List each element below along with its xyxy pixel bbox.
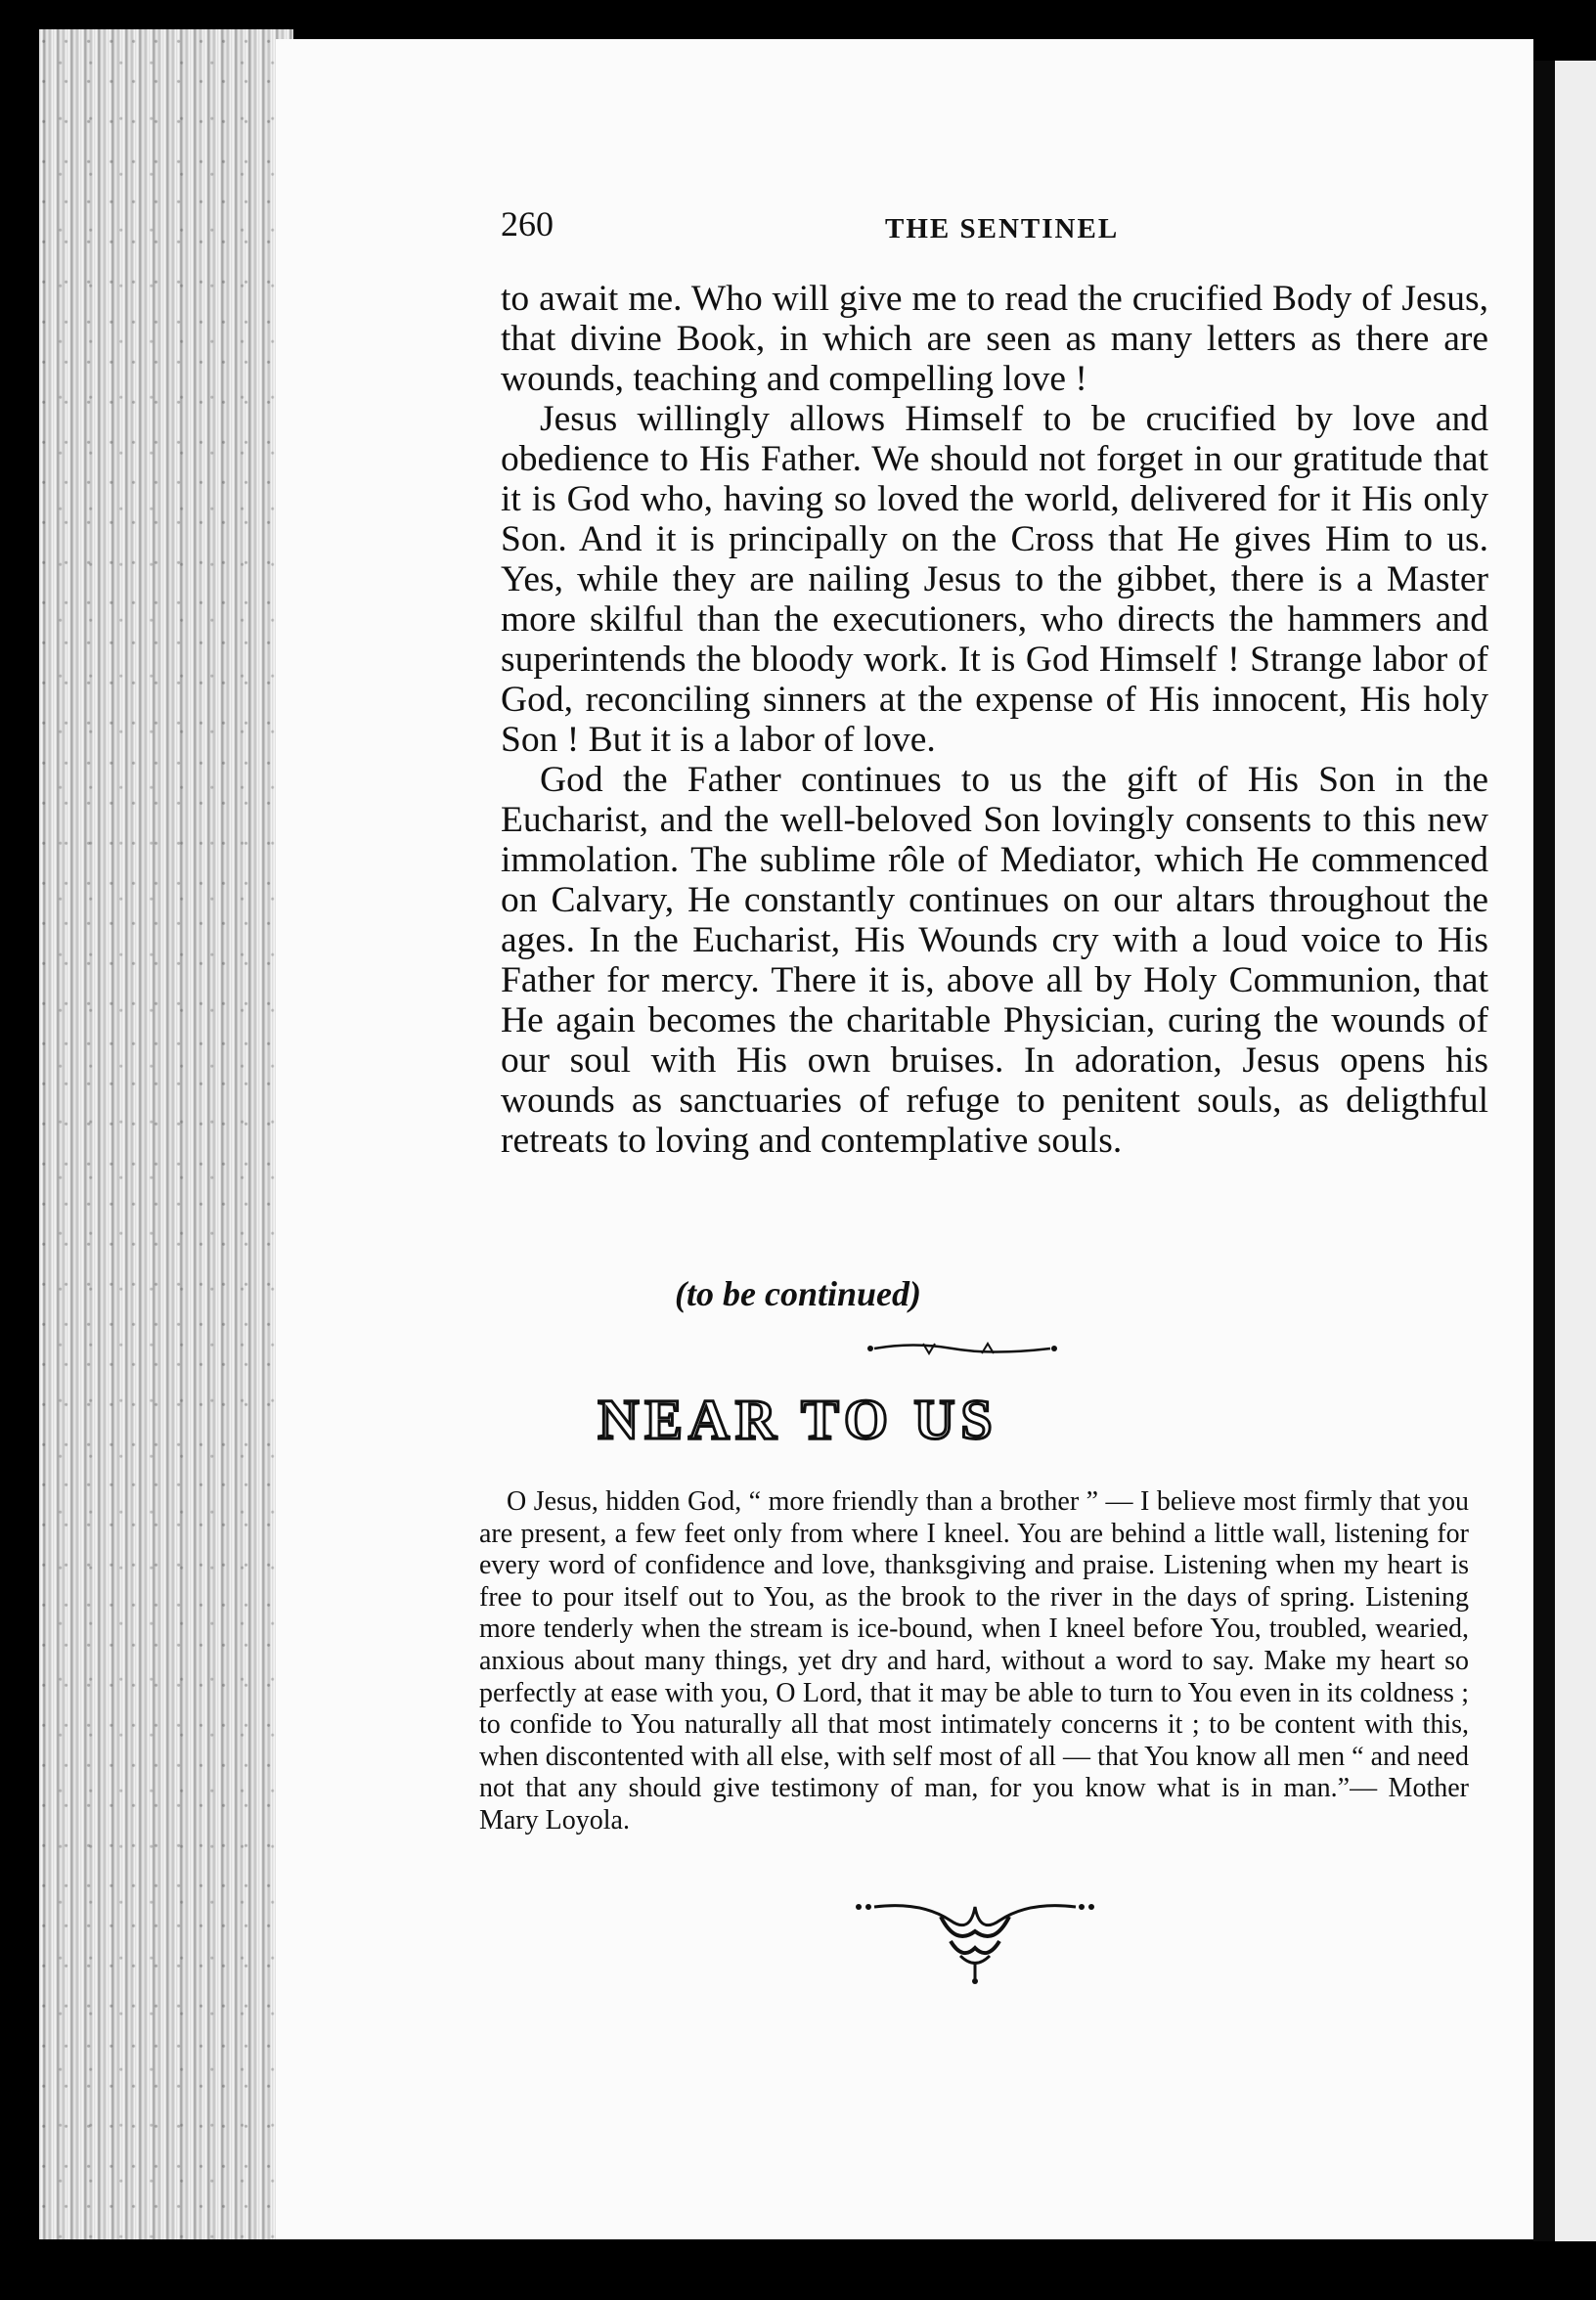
tailpiece-ornament-icon	[853, 1887, 1097, 1985]
article-paragraph: to await me. Who will give me to read the crucified Body of Jesus, that divine Book, in which are seen as many letters as there are wounds, teaching and compelling love !	[501, 279, 1488, 399]
article-paragraph: Jesus willingly allows Himself to be crucified by love and obedience to His Father. We should not forget in our gratitude that it is God who, having so loved the world, delivered for it His only Son. And it is principally on the Cross that He gives Him to us. Yes, while they are nailing Jesus to the gibbet, there is a Master more skilful than the executioners, who directs the hammers and superintends the bloody work. It is God Himself ! Strange labor of God, reconciling sinners at the expense of His innocent, His holy Son ! But it is a labor of love.	[501, 399, 1488, 760]
section-paragraph: O Jesus, hidden God, “ more friendly than a brother ” — I believe most firmly that you are present, a few feet only from where I kneel. You are behind a little wall, listening for every word of confidence and love, thanksgiving and praise. Listening when my heart is free to pour itself out to You, as the brook to the river in the days of spring. Listening more tenderly when the stream is ice-bound, when I kneel before You, troubled, wearied, anxious about many things, yet dry and hard, without a word to say. Make my heart so perfectly at ease with you, O Lord, that it may be able to turn to You even in its coldness ; to confide to You naturally all that most intimately concerns it ; to be content with this, when discontented with all else, with self most of all — that You know all men “ and need not that any should give testimony of man, for you know what is in man.”— Mother Mary Loyola.	[479, 1486, 1469, 1836]
section-body	[479, 1486, 1469, 1837]
divider-ornament-icon	[864, 1338, 1060, 1359]
section-title: NEAR TO US	[598, 1388, 998, 1451]
page-number: 260	[501, 204, 554, 243]
continued-label: (to be continued)	[675, 1274, 921, 1313]
article-body	[501, 279, 1488, 1161]
running-head: THE SENTINEL	[885, 213, 1120, 244]
article-paragraph: God the Father continues to us the gift of His Son in the Eucharist, and the well-beloved Son lovingly consents to this new immolation. The sublime rôle of Mediator, which He commenced on Calvary, He constantly continues on our altars throughout the ages. In the Eucharist, His Wounds cry with a loud voice to His Father for mercy. There it is, above all by Holy Communion, that He again becomes the charitable Physician, curing the wounds of our soul with His own bruises. In adoration, Jesus opens his wounds as sanctuaries of refuge to penitent souls, as deligthful retreats to loving and contemplative souls.	[501, 760, 1488, 1161]
